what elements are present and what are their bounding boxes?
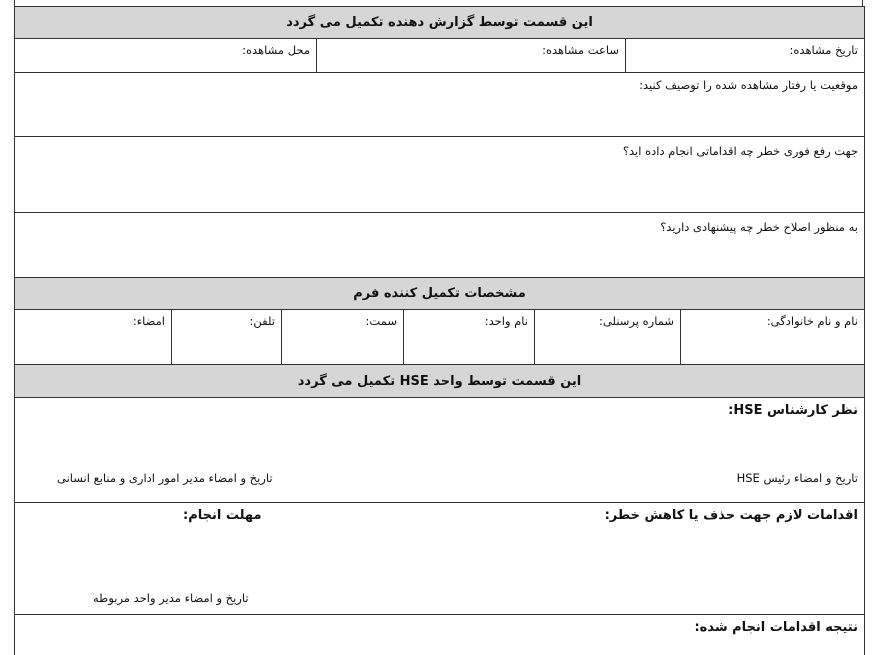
- signature-label: امضاء:: [132, 314, 165, 328]
- hse-report-form: [14, 6, 865, 655]
- suggestion-label: به منظور اصلاح خطر چه پیشنهادی دارید؟: [660, 220, 858, 234]
- reporter-section-header: [15, 6, 864, 39]
- hse-head-signature-label: تاریخ و امضاء رئیس HSE: [736, 471, 858, 485]
- immediate-action-label: جهت رفع فوری خطر چه اقداماتی انجام داده اید؟: [622, 144, 858, 158]
- unit-name-label: نام واحد:: [484, 314, 528, 328]
- observation-date-field[interactable]: [625, 39, 864, 72]
- suggestion-row[interactable]: [15, 213, 864, 278]
- completer-name-label: نام و نام خانوادگی:: [766, 314, 858, 328]
- admin-manager-signature-label: تاریخ و امضاء مدیر امور اداری و منابع انسانی: [57, 471, 273, 485]
- personnel-number-label: شماره پرسنلی:: [599, 314, 674, 328]
- position-label: سمت:: [365, 314, 397, 328]
- deadline-label: مهلت انجام:: [183, 508, 262, 523]
- phone-field[interactable]: [171, 310, 281, 364]
- risk-actions-row[interactable]: [15, 503, 864, 615]
- position-field[interactable]: [281, 310, 403, 364]
- completer-section-title: مشخصات تکمیل کننده فرم: [353, 286, 526, 301]
- observation-row: [15, 39, 864, 73]
- signature-field[interactable]: [15, 310, 171, 364]
- observation-date-label: تاریخ مشاهده:: [789, 43, 858, 57]
- observation-place-label: محل مشاهده:: [242, 43, 310, 57]
- observation-time-field[interactable]: [316, 39, 625, 72]
- risk-actions-label: اقدامات لازم جهت حذف یا کاهش خطر:: [604, 508, 858, 523]
- hse-section-title: این قسمت توسط واحد HSE تکمیل می گردد: [297, 373, 582, 389]
- hse-section-header: [15, 365, 864, 398]
- actions-result-label: نتیجه اقدامات انجام شده:: [694, 620, 858, 635]
- immediate-action-row[interactable]: [15, 137, 864, 213]
- completer-row: [15, 310, 864, 365]
- hse-opinion-row[interactable]: [15, 398, 864, 503]
- observation-place-field[interactable]: [15, 39, 316, 72]
- observation-time-label: ساعت مشاهده:: [542, 43, 619, 57]
- completer-name-field[interactable]: [680, 310, 864, 364]
- hse-expert-opinion-label: نظر کارشناس HSE:: [728, 403, 858, 418]
- unit-manager-signature-label: تاریخ و امضاء مدیر واحد مربوطه: [93, 591, 249, 605]
- completer-section-header: [15, 278, 864, 310]
- unit-name-field[interactable]: [403, 310, 534, 364]
- describe-row[interactable]: [15, 73, 864, 137]
- actions-result-row[interactable]: [15, 615, 864, 655]
- reporter-section-title: این قسمت توسط گزارش دهنده تکمیل می گردد: [286, 15, 593, 30]
- describe-label: موقعیت یا رفتار مشاهده شده را توصیف کنید:: [639, 78, 858, 92]
- personnel-number-field[interactable]: [534, 310, 680, 364]
- phone-label: تلفن:: [249, 314, 275, 328]
